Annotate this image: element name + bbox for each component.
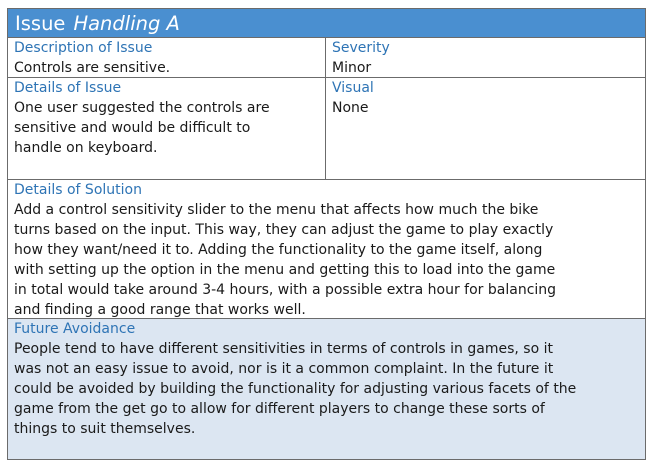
solution-line: with setting up the option in the menu and getting this to load into the game bbox=[14, 262, 556, 278]
issue-title-label: Issue bbox=[15, 12, 66, 35]
description-cell bbox=[8, 38, 326, 77]
issue-table bbox=[7, 8, 646, 460]
solution-cell bbox=[8, 180, 645, 318]
solution-heading: Details of Solution bbox=[14, 182, 142, 198]
future-heading: Future Avoidance bbox=[14, 321, 136, 337]
visual-cell bbox=[326, 78, 645, 179]
issue-title-bar bbox=[8, 9, 645, 38]
details-row bbox=[8, 78, 645, 180]
visual-heading: Visual bbox=[332, 80, 374, 96]
future-line: People tend to have different sensitivities in terms of controls in games, so it bbox=[14, 341, 553, 357]
solution-row bbox=[8, 180, 645, 319]
solution-line: turns based on the input. This way, they can adjust the game to play exactly bbox=[14, 222, 554, 238]
visual-value: None bbox=[332, 100, 369, 116]
future-line: was not an easy issue to avoid, nor is it a common complaint. In the future it bbox=[14, 361, 554, 377]
solution-line: how they want/need it to. Adding the functionality to the game itself, along bbox=[14, 242, 543, 258]
description-heading: Description of Issue bbox=[14, 40, 153, 56]
future-line: could be avoided by building the functionality for adjusting various facets of the bbox=[14, 381, 577, 397]
details-cell bbox=[8, 78, 326, 179]
severity-value: Minor bbox=[332, 60, 372, 76]
severity-cell bbox=[326, 38, 645, 77]
details-line: handle on keyboard. bbox=[14, 140, 158, 156]
details-line: sensitive and would be difficult to bbox=[14, 120, 251, 136]
details-heading: Details of Issue bbox=[14, 80, 122, 96]
future-row bbox=[8, 319, 645, 459]
description-text: Controls are sensitive. bbox=[14, 60, 171, 76]
description-row bbox=[8, 38, 645, 78]
severity-heading: Severity bbox=[332, 40, 390, 56]
future-line: things to suit themselves. bbox=[14, 421, 196, 437]
future-line: game from the get go to allow for different players to change these sorts of bbox=[14, 401, 545, 417]
solution-line: in total would take around 3-4 hours, with a possible extra hour for balancing bbox=[14, 282, 557, 298]
solution-line: Add a control sensitivity slider to the menu that affects how much the bike bbox=[14, 202, 539, 218]
issue-title-name: Handling A bbox=[73, 12, 180, 35]
details-line: One user suggested the controls are bbox=[14, 100, 270, 116]
solution-line: and finding a good range that works well. bbox=[14, 302, 306, 318]
future-cell bbox=[8, 319, 645, 459]
